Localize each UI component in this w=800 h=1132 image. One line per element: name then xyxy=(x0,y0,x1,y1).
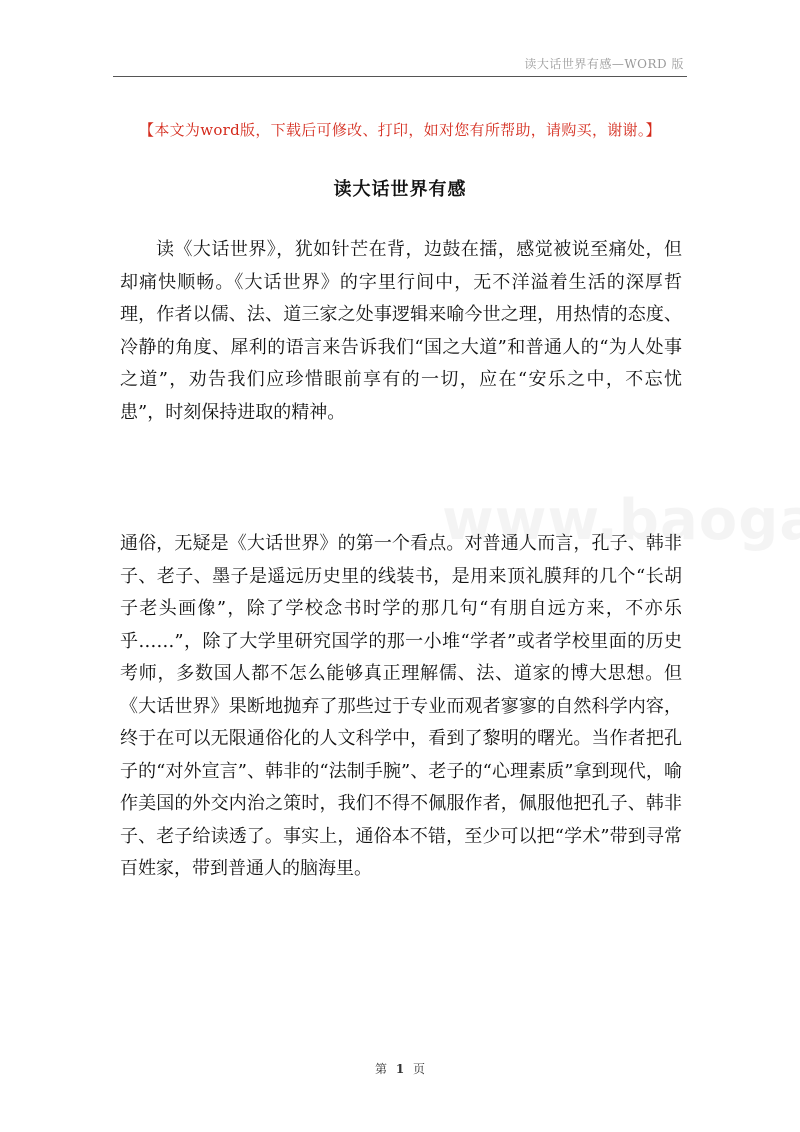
running-header: 读大话世界有感—WORD 版 xyxy=(524,57,684,71)
header-divider xyxy=(113,76,687,77)
footer-suffix: 页 xyxy=(413,1062,426,1076)
paragraph-2: 通俗，无疑是《大话世界》的第一个看点。对普通人而言，孔子、韩非子、老子、墨子是遥远历史里的线装书，是用来顶礼膜拜的几个“长胡子老头画像”，除了学校念书时学的那几句“有朋自远方来，不亦乐乎……”，除了大学里研究国学的那一小堆“学者”或者学校里面的历史考师，多数国人都不怎么能够真正理解儒、法、道家的博大思想。但《大话世界》果断地抛弃了那些过于专业而观者寥寥的自然科学内容，终于在可以无限通俗化的人文科学中，看到了黎明的曙光。当作者把孔子的“对外宣言”、韩非的“法制手腕”、老子的“心理素质”拿到现代，喻作美国的外交内治之策时，我们不得不佩服作者，佩服他把孔子、韩非子、老子给读透了。事实上，通俗本不错，至少可以把“学术”带到寻常百姓家，带到普通人的脑海里。 xyxy=(120,533,682,879)
download-notice: 【本文为word版，下载后可修改、打印，如对您有所帮助，请购买，谢谢。】 xyxy=(139,121,661,139)
page-number: 1 xyxy=(395,1062,405,1076)
footer-prefix: 第 xyxy=(374,1062,387,1076)
document-title: 读大话世界有感 xyxy=(333,179,467,200)
page-footer xyxy=(0,1060,800,1077)
paragraph-1: 读《大话世界》，犹如针芒在背，边鼓在擂，感觉被说至痛处，但却痛快顺畅。《大话世界》的字里行间中，无不洋溢着生活的深厚哲理，作者以儒、法、道三家之处事逻辑来喻今世之理，用热情的态度、冷静的角度、犀利的语言来告诉我们“国之大道”和普通人的“为人处事之道”，劝告我们应珍惜眼前享有的一切，应在“安乐之中，不忘忧患”，时刻保持进取的精神。 xyxy=(120,239,682,423)
